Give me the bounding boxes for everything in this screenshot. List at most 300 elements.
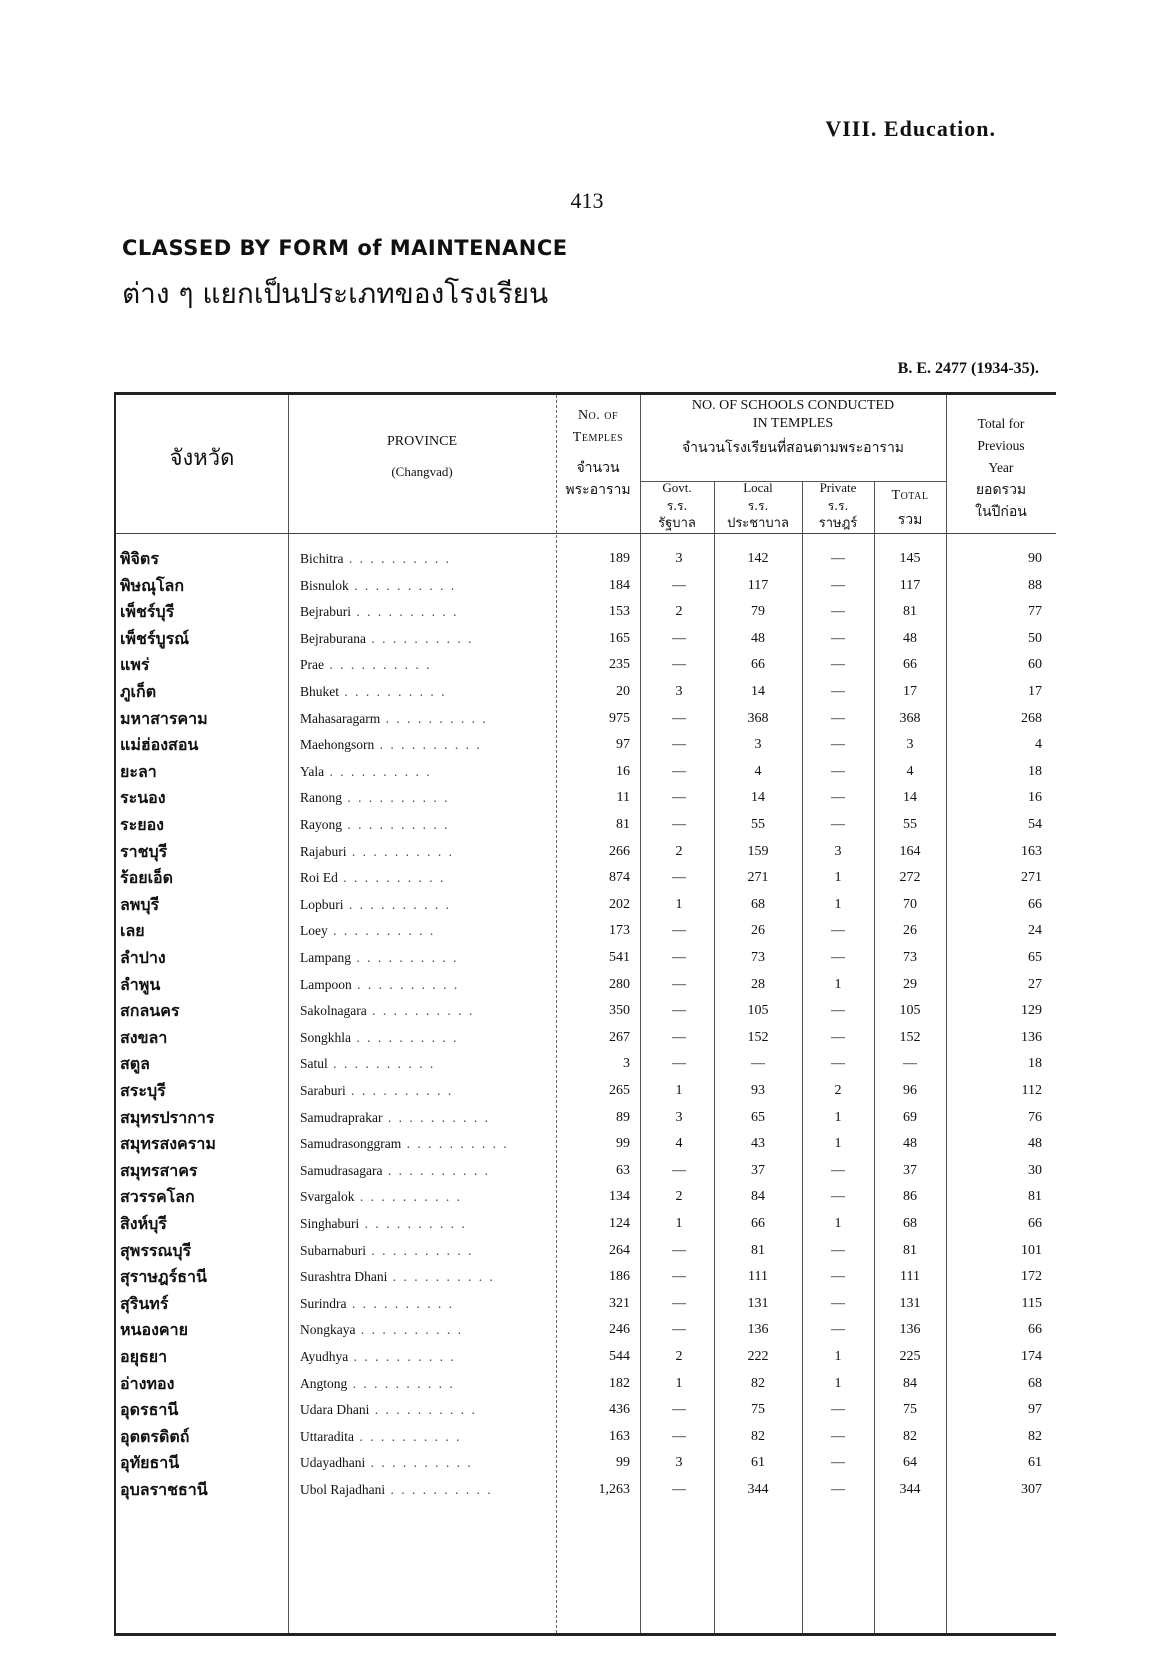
local-cell: 75 [751,1402,765,1418]
temples-cell: 267 [609,1029,630,1045]
private-cell: — [831,551,845,566]
total-cell: 73 [903,950,917,965]
local-cell: 82 [751,1428,765,1444]
local-cell: 65 [751,1109,765,1125]
total-cell: 225 [899,1349,921,1364]
header-prev-3: Year [988,460,1014,475]
page-number: 413 [570,188,604,213]
previous-year-cell: 48 [1028,1136,1042,1152]
total-cell: 84 [903,1375,917,1391]
table-row [116,731,1056,759]
table-row [116,758,1056,786]
province-cell: Lopburi . . . . . . . . . . [300,896,451,912]
govt-cell: 1 [675,1216,683,1231]
changwad-thai-cell: สระบุรี [120,1081,166,1100]
temples-cell: 436 [609,1402,630,1418]
changwad-thai-cell: อุทัยธานี [120,1453,180,1473]
table-row [116,1183,1056,1211]
province-cell: Maehongsorn . . . . . . . . . . [300,737,482,753]
local-cell: 344 [747,1482,769,1497]
govt-cell: — [672,1322,686,1338]
temples-cell: 89 [616,1109,630,1125]
province-cell: Angtong . . . . . . . . . . [300,1375,455,1391]
local-cell: 48 [751,630,765,646]
previous-year-cell: 136 [1021,1029,1042,1045]
total-cell: 37 [903,1162,917,1178]
private-cell: — [831,684,845,699]
table-title-thai: ต่าง ๆ แยกเป็นประเภทของโรงเรียน [122,277,549,310]
header-private-thai: ราษฎร์ [818,516,858,531]
table-row [116,917,1056,945]
previous-year-cell: 163 [1021,843,1042,859]
temples-cell: 163 [609,1428,630,1444]
private-cell: — [831,763,845,779]
table-row [116,1290,1056,1318]
private-cell: — [831,1295,845,1311]
changwad-thai-cell: อ่างทอง [120,1373,175,1393]
govt-cell: 1 [675,1083,683,1098]
private-cell: — [831,1189,845,1205]
govt-cell: — [672,790,686,806]
total-cell: 70 [903,896,917,912]
temples-cell: 99 [616,1136,630,1152]
previous-year-cell: 101 [1021,1242,1042,1258]
temples-cell: 544 [609,1349,630,1364]
local-cell: 79 [751,604,765,620]
table-row [116,1370,1056,1398]
total-cell: 145 [899,551,921,566]
local-cell: 66 [751,1216,765,1231]
local-cell: 84 [751,1189,765,1205]
table-row [116,1476,1056,1504]
header-prev-1: Total for [977,416,1025,431]
temples-cell: 153 [609,604,630,620]
changwad-thai-cell: สมุทรสาคร [120,1160,198,1180]
previous-year-cell: 174 [1021,1349,1042,1364]
table-row [116,1263,1056,1291]
total-cell: 82 [903,1428,917,1444]
province-cell: Bhuket . . . . . . . . . . [300,684,447,699]
changwad-thai-cell: ลำพูน [120,974,161,994]
previous-year-cell: 268 [1021,710,1042,726]
province-cell: Mahasaragarm . . . . . . . . . . [300,710,488,726]
province-cell: Subarnaburi . . . . . . . . . . [300,1242,474,1258]
temples-cell: 975 [609,710,630,726]
local-cell: 368 [747,710,769,726]
table-row [116,1077,1056,1105]
previous-year-cell: 66 [1028,1216,1042,1231]
local-cell: 14 [751,684,765,699]
previous-year-cell: 76 [1028,1109,1042,1125]
table-row [116,891,1056,919]
previous-year-cell: 97 [1028,1402,1042,1418]
previous-year-cell: 172 [1021,1269,1042,1285]
local-cell: 131 [747,1295,769,1311]
changwad-thai-cell: สุรินทร์ [120,1293,169,1313]
table-row [116,1210,1056,1238]
total-cell: 48 [903,1136,917,1152]
private-cell: — [831,1003,845,1019]
govt-cell: — [672,657,686,673]
total-cell: 164 [899,843,921,859]
province-cell: Lampang . . . . . . . . . . [300,950,459,965]
temples-cell: 11 [616,790,630,806]
local-cell: 73 [751,950,765,965]
private-cell: — [831,737,845,753]
govt-cell: 2 [675,604,683,620]
province-cell: Prae . . . . . . . . . . [300,657,432,673]
changwad-thai-cell: สมุทรปราการ [120,1107,215,1127]
govt-cell: 3 [675,551,683,566]
header-govt-thai: รัฐบาล [658,516,696,531]
province-cell: Yala . . . . . . . . . . [300,763,432,779]
local-cell: 68 [751,896,765,912]
changwad-thai-cell: สุราษฎร์ธานี [120,1267,207,1287]
previous-year-cell: 112 [1021,1083,1042,1098]
local-cell: 136 [747,1322,769,1338]
private-cell: 1 [834,1136,842,1152]
local-cell: 105 [747,1003,769,1019]
province-cell: Roi Ed . . . . . . . . . . [300,870,446,886]
temples-cell: 265 [609,1083,630,1098]
changwad-thai-cell: อุบลราชธานี [120,1480,208,1499]
header-local-abbr: ร.ร. [747,499,769,513]
changwad-thai-cell: ระยอง [120,815,164,834]
province-cell: Samudraprakar . . . . . . . . . . [300,1109,490,1125]
header-total-thai: รวม [897,512,923,528]
govt-cell: 2 [675,1349,683,1364]
private-cell: — [831,1269,845,1285]
previous-year-cell: 60 [1028,657,1042,673]
govt-cell: — [672,737,686,753]
section-heading: VIII. Education. [825,116,996,141]
previous-year-cell: 27 [1028,976,1042,992]
total-cell: 111 [900,1269,920,1285]
govt-cell: — [672,1162,686,1178]
header-temples-thai-2: พระอาราม [565,482,631,498]
local-cell: 43 [751,1136,765,1152]
private-cell: — [831,1056,845,1072]
govt-cell: — [672,1003,686,1019]
govt-cell: 2 [675,843,683,859]
table-row [116,784,1056,812]
previous-year-cell: 54 [1028,817,1042,832]
local-cell: 222 [747,1349,769,1364]
local-cell: 66 [751,657,765,673]
previous-year-cell: 18 [1028,763,1042,779]
temples-cell: 20 [616,684,630,699]
total-cell: 86 [903,1189,917,1205]
total-cell: — [903,1056,917,1072]
header-schools-thai: จำนวนโรงเรียนที่สอนตามพระอาราม [681,440,905,456]
table-row [116,625,1056,653]
changwad-thai-cell: อยุธยา [120,1347,168,1366]
govt-cell: 3 [675,1455,683,1471]
province-cell: Udayadhani . . . . . . . . . . [300,1455,473,1471]
previous-year-cell: 4 [1035,737,1042,753]
temples-cell: 280 [609,976,630,992]
private-cell: — [831,1482,845,1497]
province-cell: Lampoon . . . . . . . . . . [300,976,460,992]
total-cell: 17 [903,684,917,699]
govt-cell: — [672,1056,686,1072]
table-row [116,705,1056,733]
changwad-thai-cell: สวรรคโลก [120,1187,195,1207]
header-local-thai: ประชาบาล [727,516,789,531]
table-row [116,864,1056,892]
changwad-thai-cell: สุพรรณบุรี [120,1240,192,1260]
govt-cell: 4 [675,1136,683,1152]
header-govt-abbr: ร.ร. [666,499,688,513]
changwad-thai-cell: สงขลา [120,1027,168,1047]
table-row [116,1423,1056,1451]
local-cell: 82 [751,1375,765,1391]
table-row [116,1396,1056,1424]
changwad-thai-cell: สิงห์บุรี [120,1214,167,1233]
header-province-sub: (Changvad) [391,464,453,479]
private-cell: — [831,710,845,726]
private-cell: — [831,604,845,620]
changwad-thai-cell: สมุทรสงคราม [120,1134,216,1154]
local-cell: 159 [747,843,769,859]
previous-year-cell: 66 [1028,896,1042,912]
header-schools-1: NO. OF SCHOOLS CONDUCTED [691,398,895,413]
previous-year-cell: 77 [1028,604,1042,620]
total-cell: 368 [899,710,921,726]
year-label: B. E. 2477 (1934-35). [897,360,1039,377]
header-prev-thai-2: ในปีก่อน [975,504,1027,520]
previous-year-cell: 271 [1021,870,1042,886]
header-rule [116,533,1056,534]
table-row [116,1449,1056,1477]
govt-cell: — [672,1482,686,1497]
temples-cell: 264 [609,1242,630,1258]
local-cell: 271 [747,870,769,886]
temples-cell: 246 [609,1322,630,1338]
header-schools-2: IN TEMPLES [752,416,834,431]
temples-cell: 874 [609,870,630,886]
local-cell: 14 [751,790,765,806]
previous-year-cell: 82 [1028,1428,1042,1444]
temples-cell: 235 [609,657,630,673]
changwad-thai-cell: ภูเก็ต [120,682,157,701]
previous-year-cell: 24 [1028,923,1042,939]
private-cell: — [831,1242,845,1258]
private-cell: 1 [834,1375,842,1391]
local-cell: 117 [747,577,769,593]
table-row [116,1316,1056,1344]
education-table [114,392,1056,1636]
previous-year-cell: 17 [1028,684,1042,699]
changwad-thai-cell: ร้อยเอ็ด [120,868,174,888]
govt-cell: — [672,1242,686,1258]
changwad-thai-cell: ระนอง [120,788,166,808]
table-row [116,678,1056,706]
private-cell: — [831,1322,845,1338]
previous-year-cell: 68 [1028,1375,1042,1391]
govt-cell: — [672,763,686,779]
govt-cell: 3 [675,684,683,699]
province-cell: Songkhla . . . . . . . . . . [300,1029,459,1045]
private-cell: — [831,950,845,965]
table-row [116,1050,1056,1078]
total-cell: 3 [906,737,914,753]
private-cell: 1 [834,896,842,912]
province-cell: Ranong . . . . . . . . . . [300,790,450,806]
private-cell: — [831,657,845,673]
total-cell: 14 [903,790,917,806]
total-cell: 64 [903,1455,917,1471]
previous-year-cell: 30 [1028,1162,1042,1178]
govt-cell: — [672,710,686,726]
total-cell: 152 [899,1029,921,1045]
changwad-thai-cell: พิจิตร [120,549,159,568]
total-cell: 96 [903,1083,917,1098]
local-cell: 142 [747,551,769,566]
local-cell: 4 [754,763,762,779]
temples-cell: 173 [609,923,630,939]
table-row [116,1343,1056,1371]
private-cell: — [831,923,845,939]
temples-cell: 182 [609,1375,630,1391]
private-cell: 1 [834,1349,842,1364]
total-cell: 75 [903,1402,917,1418]
changwad-thai-cell: สกลนคร [120,1001,180,1021]
local-cell: 37 [751,1162,765,1178]
table-row [116,1130,1056,1158]
private-cell: — [831,630,845,646]
temples-cell: 202 [609,896,630,912]
table-row [116,545,1056,573]
header-govt: Govt. [662,480,692,495]
temples-cell: 350 [609,1003,630,1019]
table-row [116,598,1056,626]
local-cell: — [751,1056,765,1072]
table-row [116,811,1056,839]
total-cell: 81 [903,604,917,620]
private-cell: 1 [834,1109,842,1125]
header-changwad-thai: จังหวัด [169,446,235,471]
private-cell: — [831,1455,845,1471]
total-cell: 68 [903,1216,917,1231]
previous-year-cell: 65 [1028,950,1042,965]
changwad-thai-cell: พิษณุโลก [120,575,185,595]
private-cell: 2 [834,1083,842,1098]
province-cell: Surashtra Dhani . . . . . . . . . . [300,1269,495,1285]
province-cell: Ubol Rajadhani . . . . . . . . . . [300,1482,493,1497]
private-cell: 1 [834,1216,842,1231]
province-cell: Surindra . . . . . . . . . . [300,1295,454,1311]
private-cell: — [831,1162,845,1178]
local-cell: 111 [748,1269,768,1285]
header-private: Private [819,480,857,495]
header-temples-thai-1: จำนวน [576,460,620,476]
total-cell: 55 [903,817,917,832]
temples-cell: 97 [616,737,630,753]
govt-cell: — [672,577,686,593]
header-local: Local [743,480,773,495]
govt-cell: 1 [675,1375,683,1391]
local-cell: 28 [751,976,765,992]
changwad-thai-cell: ยะลา [120,761,157,781]
private-cell: 1 [834,870,842,886]
province-cell: Rayong . . . . . . . . . . [300,817,450,832]
private-cell: — [831,1402,845,1418]
province-cell: Svargalok . . . . . . . . . . [300,1189,462,1205]
header-prev-2: Previous [977,438,1025,453]
temples-cell: 189 [609,551,630,566]
local-cell: 152 [747,1029,769,1045]
changwad-thai-cell: แพร่ [120,655,150,675]
previous-year-cell: 88 [1028,577,1042,593]
province-cell: Bejraburana . . . . . . . . . . [300,630,474,646]
total-cell: 48 [903,630,917,646]
local-cell: 61 [751,1455,765,1471]
local-cell: 81 [751,1242,765,1258]
header-temples-1: No. of [577,408,619,423]
temples-cell: 3 [623,1056,630,1072]
table-row [116,651,1056,679]
private-cell: — [831,1029,845,1045]
province-cell: Samudrasonggram . . . . . . . . . . [300,1136,509,1152]
total-cell: 81 [903,1242,917,1258]
table-row [116,1104,1056,1132]
total-cell: 272 [899,870,921,886]
total-cell: 26 [903,923,917,939]
total-cell: 69 [903,1109,917,1125]
province-cell: Saraburi . . . . . . . . . . [300,1083,454,1098]
govt-cell: 1 [675,896,683,912]
previous-year-cell: 115 [1021,1295,1042,1311]
province-cell: Nongkaya . . . . . . . . . . [300,1322,463,1338]
table-title: CLASSED BY FORM of MAINTENANCE [122,236,568,260]
header-total: Total [891,488,929,503]
govt-cell: — [672,870,686,886]
table-row [116,1157,1056,1185]
govt-cell: — [672,1428,686,1444]
changwad-thai-cell: มหาสารคาม [120,708,208,728]
total-cell: 105 [899,1003,921,1019]
temples-cell: 541 [609,950,630,965]
local-cell: 93 [751,1083,765,1098]
temples-cell: 81 [616,817,630,832]
header-temples-2: Temples [572,430,624,445]
total-cell: 136 [899,1322,921,1338]
province-cell: Satul . . . . . . . . . . [300,1056,436,1072]
govt-cell: — [672,630,686,646]
local-cell: 3 [754,737,762,753]
table-row [116,1237,1056,1265]
header-private-abbr: ร.ร. [827,499,849,513]
temples-cell: 165 [609,630,630,646]
changwad-thai-cell: ราชบุรี [120,841,168,861]
province-cell: Samudrasagara . . . . . . . . . . [300,1162,490,1178]
previous-year-cell: 16 [1028,790,1042,806]
province-cell: Sakolnagara . . . . . . . . . . [300,1003,475,1019]
province-cell: Singhaburi . . . . . . . . . . [300,1216,467,1231]
header-prev-thai-1: ยอดรวม [975,482,1027,498]
previous-year-cell: 81 [1028,1189,1042,1205]
temples-cell: 1,263 [598,1482,630,1497]
govt-cell: 2 [675,1189,683,1205]
private-cell: — [831,1428,845,1444]
table-row [116,971,1056,999]
changwad-thai-cell: หนองคาย [120,1320,188,1340]
govt-cell: — [672,976,686,992]
changwad-thai-cell: ลำปาง [120,948,166,967]
temples-cell: 16 [616,763,630,779]
header-province: PROVINCE [386,434,457,449]
